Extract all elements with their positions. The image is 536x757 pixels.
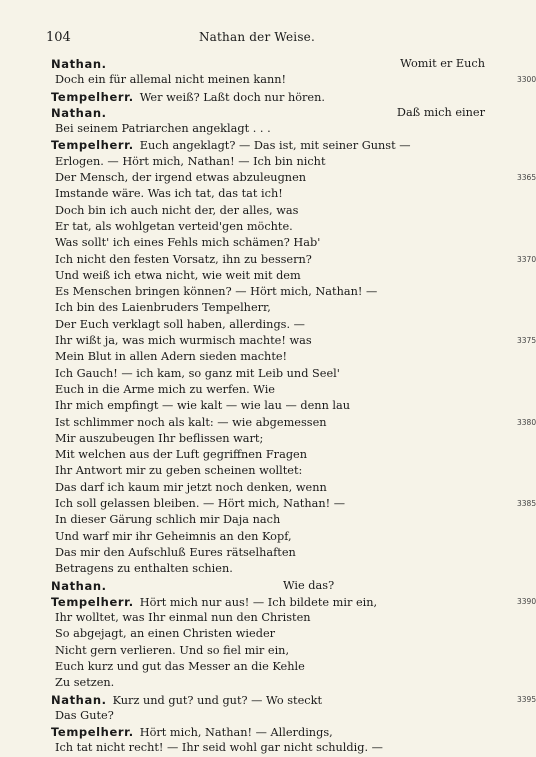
verse-line [51, 578, 489, 594]
verse-text-line: Was sollt' ich eines Fehls mich schämen? Hab' [55, 236, 321, 250]
verse-text-line: Und warf mir ihr Geheimnis an den Kopf, [55, 529, 292, 543]
verse-line [51, 89, 489, 105]
verse-text-line: Mein Blut in allen Adern sieden machte! [55, 350, 288, 364]
verse-text-line: Doch bin ich auch nicht der, der alles, was [55, 203, 299, 217]
verse-text [51, 56, 536, 757]
verse-text-line: Mir auszubeugen Ihr beflissen wart; [55, 431, 264, 445]
verse-line [51, 317, 489, 333]
verse-text-line: Hört mich nur aus! — Ich bildete mir ein, [139, 595, 378, 609]
verse-line [51, 382, 489, 398]
verse-text-line: Doch ein für allemal nicht meinen kann! [55, 73, 287, 87]
verse-line [51, 529, 489, 545]
verse-line [51, 496, 536, 512]
verse-line [51, 692, 536, 708]
verse-text-line: In dieser Gärung schlich mir Daja nach [55, 513, 281, 527]
verse-line [51, 219, 489, 235]
verse-line [51, 252, 536, 268]
verse-line [51, 284, 489, 300]
verse-line [51, 724, 489, 740]
verse-line [51, 447, 489, 463]
verse-line [51, 708, 489, 724]
verse-line [51, 56, 489, 72]
speaker-name: Tempelherr. [51, 138, 134, 153]
verse-line [51, 72, 536, 88]
verse-line [51, 333, 536, 349]
verse-line [51, 366, 489, 382]
speaker-name: Tempelherr. [51, 594, 134, 609]
verse-line [51, 594, 536, 610]
verse-line [51, 154, 489, 170]
verse-text-line: Das darf ich kaum mir jetzt noch denken, wenn [55, 480, 327, 494]
speaker-name: Nathan. [51, 692, 107, 707]
speaker-name: Tempelherr. [51, 725, 134, 740]
line-number: 3370 [517, 254, 536, 264]
verse-line [51, 186, 489, 202]
verse-text-line: Nicht gern verlieren. Und so fiel mir ein, [55, 643, 290, 657]
verse-continuation: Womit er Euch [400, 57, 485, 70]
verse-text-line: Ich Gauch! — ich kam, so ganz mit Leib und Seel' [55, 366, 340, 380]
verse-line [51, 300, 489, 316]
verse-text-line: Der Mensch, der irgend etwas abzuleugnen [55, 171, 307, 185]
verse-line [51, 675, 489, 691]
verse-text-line: Das mir den Aufschluß Eures rätselhaften [55, 545, 296, 559]
verse-line [51, 121, 489, 137]
verse-text-line: Hört mich, Nathan! — Allerdings, [139, 726, 333, 740]
verse-line [51, 610, 489, 626]
verse-text-line: Ihr mich empfingt — wie kalt — wie lau — denn lau [55, 399, 351, 413]
line-number: 3300 [517, 75, 536, 85]
page-number: 104 [46, 30, 71, 45]
verse-line [51, 463, 489, 479]
verse-text-line: Betragens zu enthalten schien. [55, 562, 233, 576]
line-number: 3395 [517, 694, 536, 704]
verse-line [51, 349, 489, 365]
verse-line [51, 170, 536, 186]
verse-text-line: Bei seinem Patriarchen angeklagt . . . [55, 122, 271, 136]
verse-text-line: Wer weiß? Laßt doch nur hören. [139, 90, 325, 104]
speaker-name: Tempelherr. [51, 89, 134, 104]
verse-text-line: Euch angeklagt? — Das ist, mit seiner Gunst — [139, 139, 411, 153]
verse-text-line: Ich nicht den festen Vorsatz, ihn zu bessern? [55, 252, 312, 266]
verse-text-line: Mit welchen aus der Luft gegriffnen Fragen [55, 448, 308, 462]
verse-text-line: Ihr Antwort mir zu geben scheinen wolltet: [55, 464, 303, 478]
verse-text-line: Erlogen. — Hört mich, Nathan! — Ich bin nicht [55, 154, 326, 168]
line-number: 3365 [517, 173, 536, 183]
verse-text-line: Und weiß ich etwa nicht, wie weit mit dem [55, 268, 301, 282]
verse-line [51, 415, 536, 431]
verse-line [51, 740, 489, 756]
verse-text-line: Ihr wolltet, was Ihr einmal nun den Christen [55, 611, 311, 625]
verse-line [51, 545, 489, 561]
line-number: 3380 [517, 417, 536, 427]
speaker-name: Nathan. [51, 578, 107, 593]
line-number: 3390 [517, 596, 536, 606]
verse-text-line: Ihr wißt ja, was mich wurmisch machte! was [55, 334, 312, 348]
verse-line [51, 268, 489, 284]
verse-continuation: Wie das? [283, 578, 335, 592]
verse-line [51, 203, 489, 219]
verse-text-line: Das Gute? [55, 708, 114, 722]
verse-text-line: Ich tat nicht recht! — Ihr seid wohl gar nicht schuldig. — [55, 741, 383, 755]
verse-text-line: Ist schlimmer noch als kalt: — wie abgemessen [55, 415, 327, 429]
verse-line [51, 643, 489, 659]
verse-line [51, 480, 489, 496]
verse-line [51, 235, 489, 251]
verse-line [51, 512, 489, 528]
running-title: Nathan der Weise. [198, 30, 315, 44]
verse-text-line: Imstande wäre. Was ich tat, das tat ich! [55, 187, 283, 201]
verse-line [51, 431, 489, 447]
verse-line [51, 561, 489, 577]
running-head [0, 30, 514, 46]
verse-text-line: Ich soll gelassen bleiben. — Hört mich, Nathan! — [55, 497, 346, 511]
verse-line [51, 659, 489, 675]
verse-text-line: So abgejagt, an einen Christen wieder [55, 627, 276, 641]
line-number: 3375 [517, 336, 536, 346]
verse-line [51, 626, 489, 642]
verse-text-line: Ich bin des Laienbruders Tempelherr, [55, 301, 271, 315]
verse-line [51, 137, 489, 153]
verse-text-line: Es Menschen bringen können? — Hört mich, Nathan! — [55, 285, 378, 299]
speaker-name: Nathan. [51, 57, 107, 71]
line-number: 3385 [517, 499, 536, 509]
verse-text-line: Kurz und gut? und gut? — Wo steckt [112, 693, 322, 707]
speaker-name: Nathan. [51, 105, 107, 120]
verse-continuation: Daß mich einer [396, 105, 485, 119]
verse-text-line: Euch kurz und gut das Messer an die Kehle [55, 659, 305, 673]
verse-line [51, 105, 489, 121]
verse-line [51, 398, 489, 414]
verse-text-line: Zu setzen. [55, 676, 115, 690]
verse-text-line: Der Euch verklagt soll haben, allerdings. — [55, 317, 305, 331]
verse-text-line: Euch in die Arme mich zu werfen. Wie [55, 382, 275, 396]
verse-text-line: Er tat, als wohlgetan verteid'gen möchte. [55, 219, 293, 233]
